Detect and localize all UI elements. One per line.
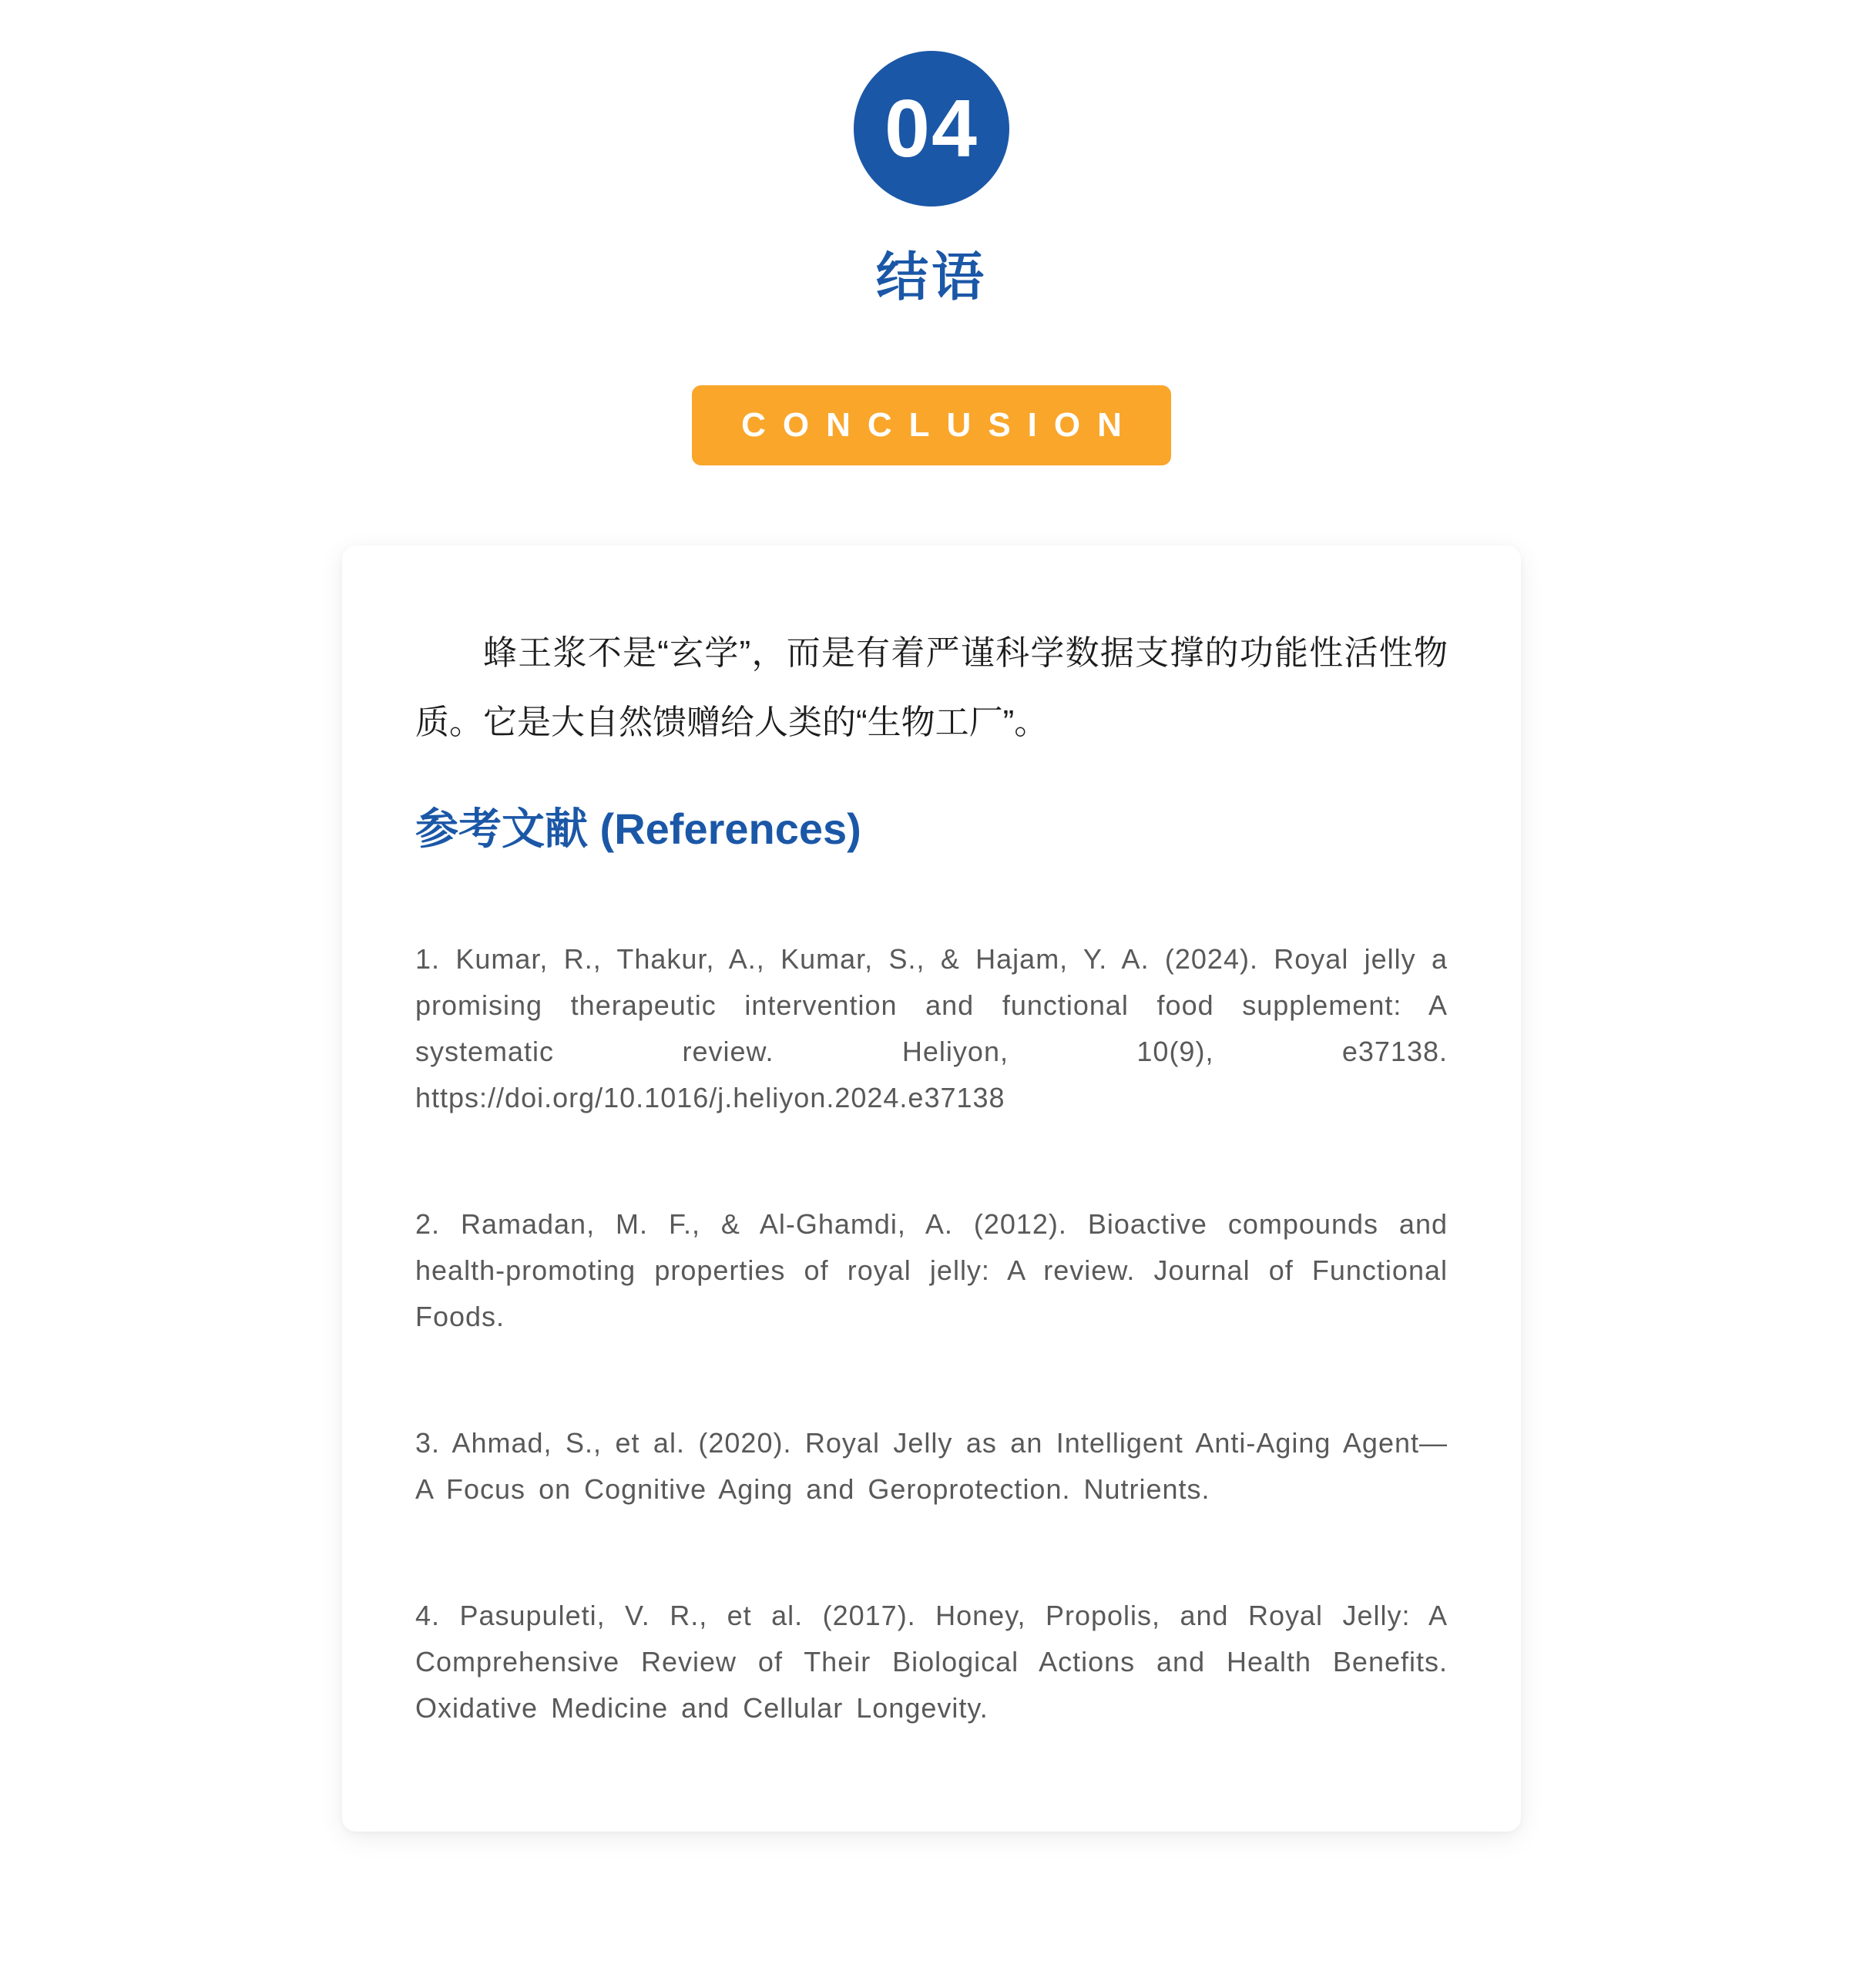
- reference-item: 1. Kumar, R., Thakur, A., Kumar, S., & Hajam, Y. A. (2024). Royal jelly a promising therapeutic intervention and functional food supplement: A systematic review. Heliyon, 10(9), e37138. https://doi.org/10.1016/j.heliyon.2024.e37138: [415, 942, 1448, 1113]
- section-number: 04: [885, 83, 978, 174]
- content-card: [342, 546, 1521, 1832]
- references-heading: 参考文献 (References): [415, 804, 861, 853]
- reference-item: 3. Ahmad, S., et al. (2020). Royal Jelly as an Intelligent Anti-Aging Agent—A Focus on Cognitive Aging and Geroprotection. Nutrients.: [415, 1426, 1448, 1505]
- section-number-badge: [854, 51, 1009, 207]
- reference-item: 2. Ramadan, M. F., & Al-Ghamdi, A. (2012). Bioactive compounds and health-promoting properties of royal jelly: A review. Journal of Functional Foods.: [415, 1207, 1448, 1332]
- section-title: 结语: [875, 248, 987, 307]
- intro-paragraph: 蜂王浆不是“玄学”，而是有着严谨科学数据支撑的功能性活性物质。它是大自然馈赠给人类的“生物工厂”。: [415, 633, 1448, 741]
- section-tag-badge: CONCLUSION: [692, 385, 1171, 465]
- reference-item: 4. Pasupuleti, V. R., et al. (2017). Honey, Propolis, and Royal Jelly: A Comprehensive Review of Their Biological Actions and Health Benefits. Oxidative Medicine and Cellular Longevity.: [415, 1599, 1448, 1724]
